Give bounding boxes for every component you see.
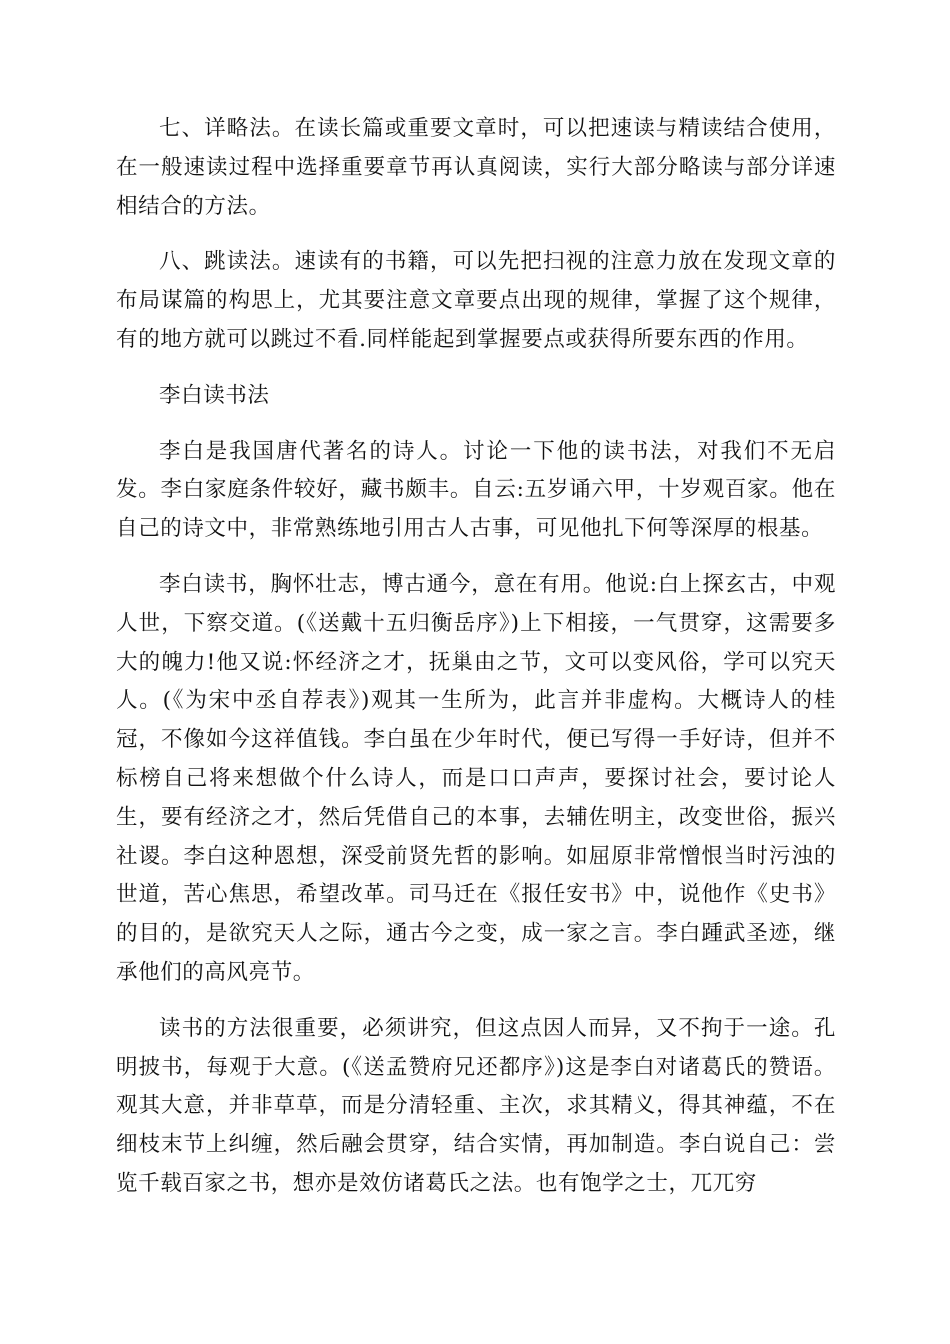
section-title: 李白读书法: [159, 382, 270, 408]
paragraph-li-bai-ambition: 李白读书，胸怀壮志，博古通今，意在有用。他说:白上探玄古，中观人世，下察交道。(《送戴十五归衡岳序》)上下相接，一气贯穿，这需要多大的魄力!他又说:怀经济之才，抚巢由之节，文可以变风俗，学可以究天人。(《为宋中丞自荐表》)观其一生所为，此言并非虚构。大概诗人的桂冠，不像如今这祥值钱。李白虽在少年时代，便已写得一手好诗，但并不标榜自己将来想做个什么诗人，而是口口声声，要探讨社会，要讨论人生，要有经济之才，然后凭借自己的本事，去辅佐明主，改变世俗，振兴社谡。李白这种恩想，深受前贤先哲的影响。如屈原非常憎恨当时污浊的世道，苦心焦思，希望改革。司马迁在《报任安书》中，说他作《史书》的目的，是欲究天人之际，通古今之变，成一家之言。李白踵武圣迹，继承他们的高风亮节。: [116, 571, 836, 985]
paragraph-skip-reading-method: 八、跳读法。速读有的书籍，可以先把扫视的注意力放在发现文章的布局谋篇的构思上，尤其要注意文章要点出现的规律，掌握了这个规律，有的地方就可以跳过不看.同样能起到掌握要点或获得所要东西的作用。: [116, 249, 836, 352]
document-page: [116, 110, 836, 1221]
paragraph-li-bai-intro: 李白是我国唐代著名的诗人。讨论一下他的读书法，对我们不无启发。李白家庭条件较好，藏书颇丰。自云:五岁诵六甲，十岁观百家。他在自己的诗文中，非常熟练地引用古人古事，可见他扎下何等深厚的根基。: [116, 438, 836, 542]
paragraph-detail-skim-method: 七、详略法。在读长篇或重要文章时，可以把速读与精读结合使用，在一般速读过程中选择重要章节再认真阅读，实行大部分略读与部分详速相结合的方法。: [116, 116, 836, 219]
paragraph-reading-method: 读书的方法很重要，必须讲究，但这点因人而异，又不拘于一途。孔明披书，每观于大意。(《送孟赞府兄还都序》)这是李白对诸葛氏的赞语。观其大意，并非草草，而是分清轻重、主次，求其精义，得其神蕴，不在细枝末节上纠缠，然后融会贯穿，结合实情，再加制造。李白说自己：尝览千载百家之书，想亦是效仿诸葛氏之法。也有饱学之士，兀兀穷: [116, 1015, 836, 1196]
